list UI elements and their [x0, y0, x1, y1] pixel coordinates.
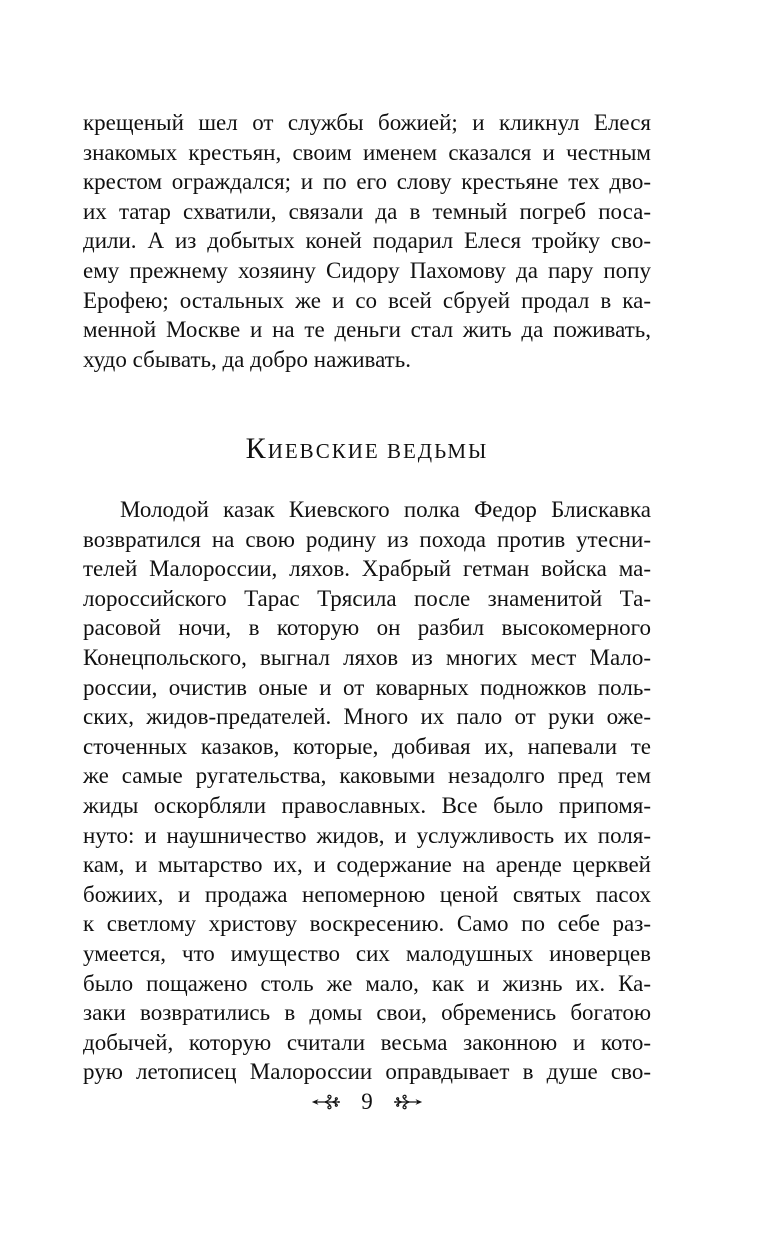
text-line: Конецпольского, выгнал ляхов из многих мест Мало-	[83, 644, 651, 670]
text-line: Ерофею; остальных же и со всей сбруей продал в ка-	[83, 287, 651, 313]
text-line: крестом ограждался; и по его слову крестьяне тех дво-	[83, 169, 651, 195]
text-line: было пощажено столь же мало, как и жизнь их. Ка-	[83, 970, 651, 996]
fleuron-left-icon	[311, 1092, 341, 1112]
text-line: божиих, и продажа непомерною ценой святых пасох	[83, 881, 651, 907]
text-line: Молодой казак Киевского полка Федор Блискавка	[120, 497, 651, 522]
chapter-heading-rest: ИЕВСКИЕ ВЕДЬМЫ	[267, 439, 489, 463]
text-line: кам, и мытарство их, и содержание на аренде церквей	[83, 852, 651, 878]
text-line: сточенных казаков, которые, добивая их, напевали те	[83, 733, 651, 759]
text-line: телей Малороссии, ляхов. Храбрый гетман войска ма-	[83, 556, 651, 582]
paragraph-2	[83, 495, 651, 1087]
text-line: худо сбывать, да добро наживать.	[83, 346, 411, 372]
text-line: к светлому христову воскресению. Само по себе раз-	[83, 911, 651, 937]
text-line: ских, жидов-предателей. Много их пало от руки оже-	[83, 704, 651, 730]
text-line: лороссийского Тарас Трясила после знаменитой Та-	[83, 585, 651, 611]
text-line: россии, очистив оные и от коварных подножков поль-	[83, 674, 651, 700]
text-line: менной Москве и на те деньги стал жить да поживать,	[83, 317, 651, 343]
text-line: же самые ругательства, каковыми незадолго пред тем	[83, 763, 651, 789]
footer	[83, 1090, 651, 1114]
chapter-heading	[83, 432, 651, 466]
text-line: крещеный шел от службы божией; и кликнул Елеся	[83, 110, 651, 135]
text-line: умеется, что имущество сих малодушных иноверцев	[83, 940, 651, 966]
fleuron-right-icon	[393, 1092, 423, 1112]
page-number: 9	[361, 1089, 373, 1114]
paragraph-1	[83, 108, 651, 374]
text-line: добычей, которую считали весьма законною и кото-	[83, 1029, 651, 1055]
text-line: расовой ночи, в которую он разбил высокомерного	[83, 615, 651, 641]
text-line: дили. А из добытых коней подарил Елеся тройку сво-	[83, 228, 651, 254]
chapter-heading-initial: К	[245, 432, 268, 465]
text-line: ему прежнему хозяину Сидору Пахомову да пару попу	[83, 257, 651, 283]
text-line: нуто: и наушничество жидов, и услужливость их поля-	[83, 822, 651, 848]
text-line: возвратился на свою родину из похода против утесни-	[83, 526, 651, 552]
text-line: жиды оскорбляли православных. Все было припомя-	[83, 792, 651, 818]
text-line: знакомых крестьян, своим именем сказался и честным	[83, 139, 651, 165]
text-line: заки возвратились в домы свои, обременись богатою	[83, 1000, 651, 1026]
text-line: рую летописец Малороссии оправдывает в душе сво-	[83, 1059, 651, 1085]
text-line: их татар схватили, связали да в темный погреб поса-	[83, 198, 651, 224]
